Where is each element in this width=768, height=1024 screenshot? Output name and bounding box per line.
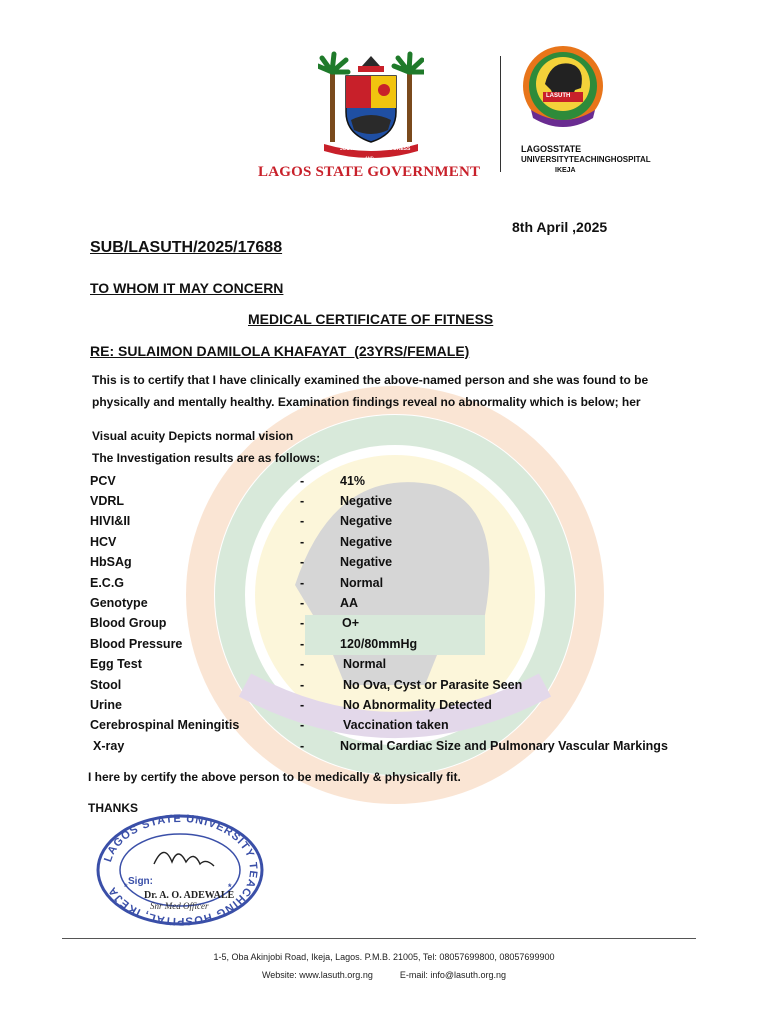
result-row bbox=[90, 718, 730, 738]
result-test-name: E.C.G bbox=[90, 576, 125, 590]
patient-reference-line: RE: SULAIMON DAMILOLA KHAFAYAT (23YRS/FEMALE) bbox=[90, 343, 470, 359]
certification-statement: I here by certify the above person to be medically & physically fit. bbox=[88, 770, 461, 784]
result-separator: - bbox=[300, 596, 305, 610]
result-value: Normal bbox=[343, 657, 387, 671]
certificate-title: MEDICAL CERTIFICATE OF FITNESS bbox=[248, 311, 494, 327]
intro-text-line2: physically and mentally healthy. Examination findings reveal no abnormality which is below; her bbox=[92, 395, 641, 409]
result-separator: - bbox=[300, 576, 305, 590]
result-test-name: Blood Group bbox=[90, 616, 167, 630]
result-separator: - bbox=[300, 616, 305, 630]
result-row bbox=[90, 576, 730, 596]
result-value: Vaccination taken bbox=[343, 718, 449, 732]
result-separator: - bbox=[300, 718, 305, 732]
logo-banner-text: LASUTH bbox=[546, 93, 571, 99]
footer-email: E-mail: info@lasuth.org.ng bbox=[399, 970, 507, 980]
result-test-name: HCV bbox=[90, 535, 117, 549]
result-separator: - bbox=[300, 474, 305, 488]
result-value: Normal Cardiac Size and Pulmonary Vascular Markings bbox=[340, 739, 668, 753]
result-row bbox=[90, 657, 730, 677]
result-row bbox=[90, 535, 730, 555]
hospital-name-line2: UNIVERSITYTEACHINGHOSPITAL bbox=[521, 155, 651, 164]
result-row bbox=[90, 698, 730, 718]
doctor-name: Dr. A. O. ADEWALE bbox=[144, 890, 235, 901]
svg-text:*: * bbox=[124, 882, 128, 892]
footer-contacts bbox=[0, 970, 768, 980]
result-row bbox=[90, 739, 730, 759]
stamp-ring-text: LAGOS STATE UNIVERSITY TEACHING HOSPITAL, IKEJA bbox=[102, 812, 260, 928]
result-test-name: HbSAg bbox=[90, 555, 132, 569]
result-value: Negative bbox=[340, 555, 393, 569]
intro-text-line1: This is to certify that I have clinically examined the above-named person and she was found to be bbox=[92, 373, 649, 387]
investigation-intro: The Investigation results are as follows: bbox=[92, 451, 321, 465]
result-value: Negative bbox=[340, 535, 393, 549]
seal-motto-right: PROGRESS bbox=[382, 146, 411, 152]
result-test-name: Blood Pressure bbox=[90, 637, 183, 651]
doctor-title: Snr Med Officer bbox=[150, 901, 209, 911]
result-separator: - bbox=[300, 637, 305, 651]
result-separator: - bbox=[300, 535, 305, 549]
result-value: Normal bbox=[340, 576, 384, 590]
visual-acuity-note: Visual acuity Depicts normal vision bbox=[92, 429, 294, 443]
result-value: Negative bbox=[340, 514, 393, 528]
government-name: LAGOS STATE GOVERNMENT bbox=[258, 164, 481, 180]
stamp-sign-label: Sign: bbox=[128, 876, 153, 887]
result-separator: - bbox=[300, 555, 305, 569]
result-separator: - bbox=[300, 698, 305, 712]
result-value: Negative bbox=[340, 494, 393, 508]
footer-website: Website: www.lasuth.org.ng bbox=[261, 970, 373, 980]
result-test-name: HIVI&II bbox=[90, 514, 131, 528]
thanks-text: THANKS bbox=[88, 801, 138, 815]
result-row bbox=[90, 514, 730, 534]
seal-motto-and: AND bbox=[365, 155, 374, 160]
result-row bbox=[90, 474, 730, 494]
result-separator: - bbox=[300, 739, 305, 753]
result-test-name: PCV bbox=[90, 474, 116, 488]
result-value: 41% bbox=[340, 474, 366, 488]
letter-date: 8th April ,2025 bbox=[512, 219, 608, 235]
result-row bbox=[90, 637, 730, 657]
result-row bbox=[90, 555, 730, 575]
svg-text:*: * bbox=[228, 882, 232, 892]
result-test-name: Urine bbox=[90, 698, 122, 712]
salutation: TO WHOM IT MAY CONCERN bbox=[90, 280, 284, 296]
result-row bbox=[90, 596, 730, 616]
result-separator: - bbox=[300, 514, 305, 528]
result-row bbox=[90, 678, 730, 698]
result-separator: - bbox=[300, 494, 305, 508]
reference-number: SUB/LASUTH/2025/17688 bbox=[90, 239, 283, 256]
result-value: No Abnormality Detected bbox=[343, 698, 492, 712]
result-test-name: X-ray bbox=[93, 739, 125, 753]
result-separator: - bbox=[300, 657, 305, 671]
lasuth-logo-icon bbox=[521, 44, 605, 132]
result-test-name: Stool bbox=[90, 678, 122, 692]
result-separator: - bbox=[300, 678, 305, 692]
hospital-name-line3: IKEJA bbox=[555, 167, 576, 174]
result-value: 120/80mmHg bbox=[340, 637, 418, 651]
result-row bbox=[90, 494, 730, 514]
result-row bbox=[90, 616, 730, 636]
footer-address: 1-5, Oba Akinjobi Road, Ikeja, Lagos. P.M.B. 21005, Tel: 08057699800, 08057699900 bbox=[213, 952, 555, 962]
footer-divider bbox=[62, 938, 696, 939]
result-test-name: Cerebrospinal Meningitis bbox=[90, 718, 240, 732]
header-divider bbox=[500, 56, 501, 172]
result-value: O+ bbox=[342, 616, 360, 630]
result-test-name: VDRL bbox=[90, 494, 125, 508]
result-value: AA bbox=[340, 596, 359, 610]
result-test-name: Genotype bbox=[90, 596, 148, 610]
result-test-name: Egg Test bbox=[90, 657, 142, 671]
seal-motto-left: JUSTICE bbox=[340, 146, 362, 152]
result-value: No Ova, Cyst or Parasite Seen bbox=[343, 678, 523, 692]
hospital-name-line1: LAGOSSTATE bbox=[521, 144, 582, 154]
